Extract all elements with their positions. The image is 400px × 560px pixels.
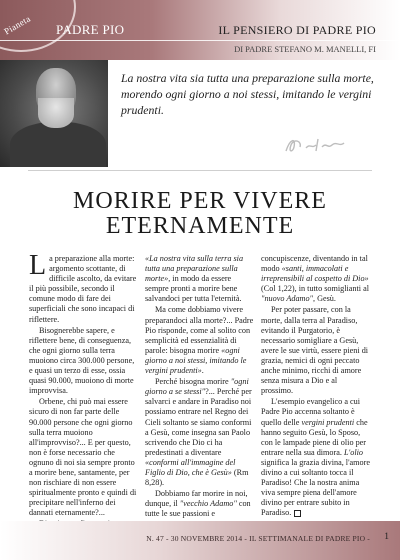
text-column-1: [29, 250, 139, 541]
scripture-quote: vergini prudenti: [301, 417, 355, 427]
end-of-article-mark: [294, 510, 301, 517]
signature-image: [282, 133, 350, 157]
article-title-line-1: MORIRE PER VIVERE: [73, 188, 327, 214]
paragraph-text: .: [201, 366, 204, 376]
brand-title: PADRE PIO: [56, 22, 125, 37]
paragraph: [29, 250, 139, 325]
article-title-line-2: ETERNAMENTE: [105, 213, 295, 239]
paragraph-text: che hanno seguito Gesù, lo Sposo, con le lampade piene di olio per entrare nella sua dimora.: [261, 417, 368, 457]
drop-cap: L: [29, 250, 47, 281]
issue-line: N. 47 - 30 NOVEMBRE 2014 - IL SETTIMANALE DI PADRE PIO -: [146, 534, 370, 543]
scripture-quote: «ogni giorno a noi stessi, imitando le vergini prudenti»: [145, 345, 247, 376]
paragraph-text: , in modo da essere sempre pronti a morire bene salvandoci per tutta l'eternità.: [145, 274, 242, 304]
paragraph-text: Perché bisogna morire: [155, 377, 231, 387]
column-title: IL PENSIERO DI PADRE PIO: [218, 23, 376, 37]
padre-pio-photo: [0, 60, 108, 167]
paragraph-text: con tutte le sue passioni e: [145, 499, 251, 519]
paragraph-text: ?... Perché per salvarci e andare in Paradiso noi possiamo entrare nel Regno dei Cieli soltanto se siamo conformi a Gesù, come insegna san Paolo scrivendo che Dio ci ha predestinati a diventare: [145, 387, 252, 457]
paragraph-text: Dobbiamo far morire in noi, dunque, il: [145, 489, 248, 509]
paragraph: [145, 377, 255, 488]
paragraph-text: (Col 1,22), in tutto somiglianti al: [261, 284, 370, 294]
paragraph-text: a preparazione alla morte: argomento scottante, di difficile ascolto, da evitare il più possibile, secondo il comune modo di fare dei superficiali che sono incapaci di riflettere.: [29, 254, 137, 324]
scripture-quote: «La nostra vita sulla terra sia tutta una preparazione sulla morte»: [145, 254, 244, 284]
scripture-quote: L'olio: [343, 447, 364, 457]
paragraph-text: (Rm 8,28).: [145, 467, 249, 488]
photo-robe: [10, 122, 106, 167]
scripture-quote: «conformi all'immagine del Figlio di Dio, che è Gesù»: [145, 457, 236, 477]
photo-beard: [38, 98, 74, 128]
page-number: 1: [384, 532, 389, 542]
paragraph: Orbene, chi può mai essere sicuro di non far parte delle 90.000 persone che ogni giorno sulla terra muoiono all'improvviso?... E per questo, non è forse necessario che ognuno di noi sia sempre pronto a morire bene, santamente, per non rischiare di non essere spiritualmente pronto e quindi di precipitare nell'inferno dei dannati eternamente?...: [29, 397, 137, 518]
header-rule: [0, 40, 400, 41]
paragraph: [145, 489, 255, 519]
section-label: Pianeta: [2, 13, 33, 37]
scripture-quote: "ogni giorno a se stessi": [145, 377, 249, 397]
paragraph-text: L'esempio evangelico a cui Padre Pio accenna soltanto è quello delle: [261, 397, 360, 427]
paragraph: [261, 254, 371, 304]
paragraph-text: significa la grazia divina, l'amore divino a cui soltanto tocca il Paradiso! Che la nostra anima viva sempre piena dell'amore divino per entrare subito in Paradiso.: [261, 457, 371, 518]
paragraph: [145, 254, 255, 304]
author-line: DI PADRE STEFANO M. MANELLI, FI: [234, 44, 376, 54]
pull-quote: La nostra vita sia tutta una preparazione sulla morte, morendo ogni giorno a noi stessi, imitando le vergini prudenti.: [121, 71, 374, 117]
paragraph: [261, 397, 371, 518]
paragraph-text: concupiscenze, diventando in tal modo: [261, 254, 368, 274]
text-column-3: [261, 254, 371, 519]
scripture-quote: "vecchio Adamo": [179, 499, 237, 509]
paragraph: Per poter passare, con la morte, dalla terra al Paradiso, evitando il Purgatorio, è necessario somigliare a Gesù, avere le sue virtù, essere pieni di grazia, nemici di ogni peccato anche minimo, ricchi di amore senza misura a Dio e al prossimo.: [261, 305, 369, 396]
text-column-2: [145, 254, 255, 520]
scripture-quote: «santi, immacolati e irreprensibili al cospetto di Dio»: [261, 264, 369, 284]
paragraph: [145, 305, 255, 376]
header-divider: [28, 170, 372, 171]
paragraph: Bisognerebbe sapere, e riflettere bene, di conseguenza, che ogni giorno sulla terra muoiono circa 300.000 persone, e quasi un terzo di esse, ossia quasi 90.000, muoiono di morte improvvisa.: [29, 325, 135, 396]
scripture-quote: "nuovo Adamo": [261, 294, 313, 304]
paragraph-text: , Gesù.: [312, 294, 336, 304]
paragraph-text: Ma come dobbiamo vivere preparandoci alla morte?... Padre Pio risponde, come al solito con semplicità ed essenzialità di parole: bisogna morire: [145, 305, 254, 355]
